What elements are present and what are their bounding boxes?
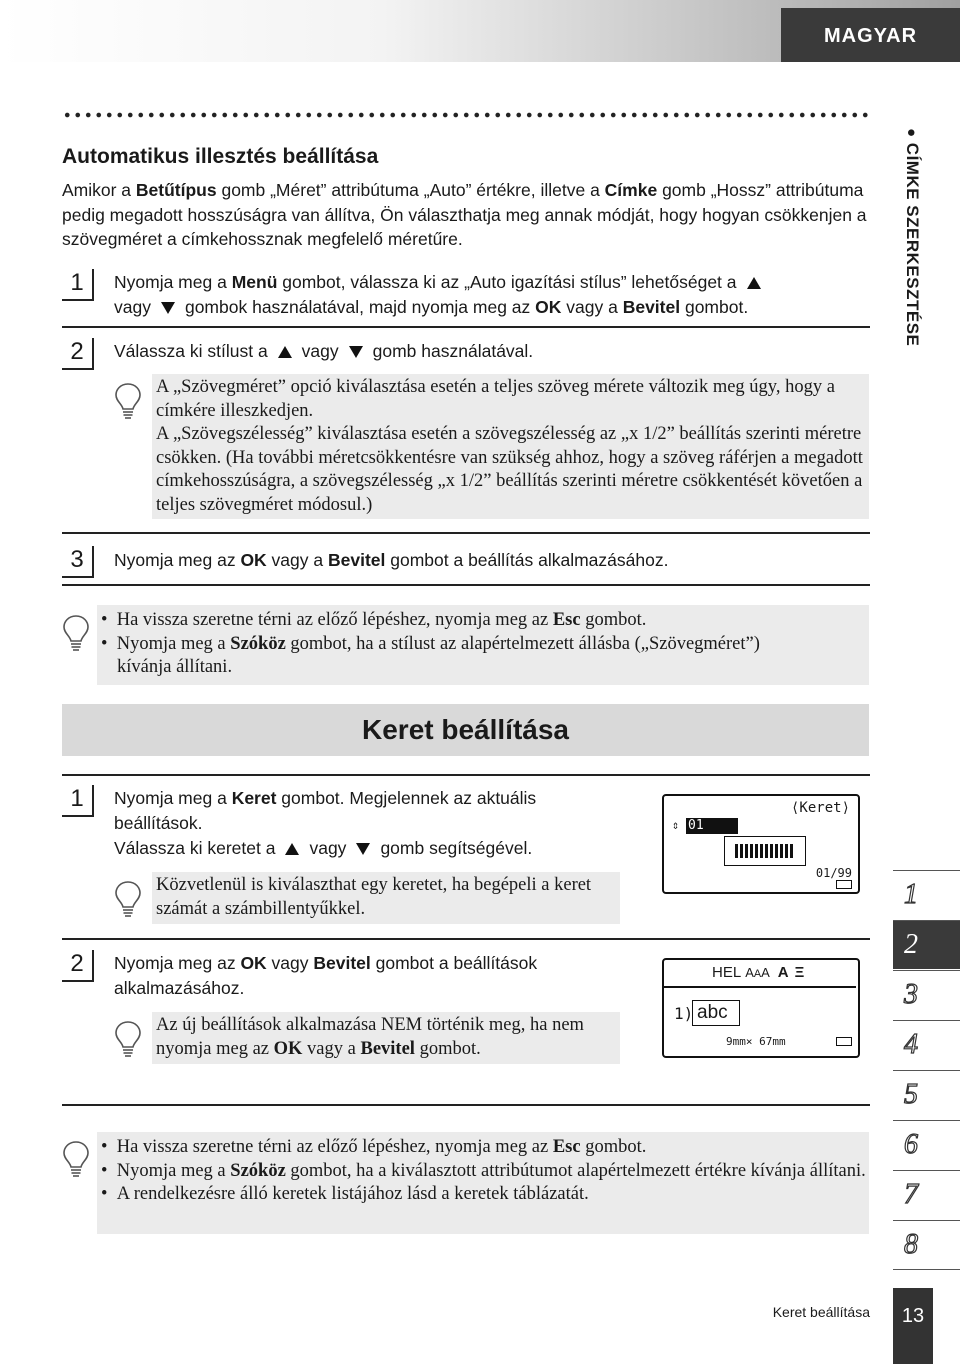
- dotted-divider: [62, 112, 870, 118]
- tip-item: • Nyomja meg a Szóköz gombot, ha a stílust az alapértelmezett állásba („Szövegméret”) kívánja állítani.: [101, 633, 760, 677]
- chapter-tab-5[interactable]: 5: [893, 1070, 960, 1119]
- frame-style-icon: Ξ: [794, 964, 805, 981]
- font-size-indicator-icon: AAA: [745, 965, 770, 980]
- section-heading-frame: Keret beállítása: [62, 704, 869, 756]
- step-number: 1: [62, 269, 94, 301]
- lcd-title: ⟨Keret⟩: [790, 800, 850, 816]
- lightbulb-icon: [114, 382, 142, 420]
- lightbulb-icon: [114, 880, 142, 918]
- step-number: 2: [62, 950, 94, 982]
- tips-box: [97, 1132, 869, 1234]
- tips-box: [97, 605, 869, 685]
- intro-paragraph: Amikor a Betűtípus gomb „Méret” attribútuma „Auto” értékre, illetve a Címke gomb „Hossz” attribútuma pedig megadott hosszúságra van állítva, Ön választhatja meg annak módját, hogy hogyan csökkenjen a szövegméret a címkehossznak megfelelő méretűre.: [62, 180, 867, 249]
- tip-item: • Ha vissza szeretne térni az előző lépéshez, nyomja meg az Esc gombot.: [101, 1137, 647, 1157]
- step-text: Nyomja meg a Menü gombot, válassza ki az „Auto igazítási stílus” lehetőséget a vagy gombok használatával, majd nyomja meg az OK vagy a Bevitel gombot.: [114, 270, 874, 320]
- lcd-label-size: 9mm× 67mm: [726, 1035, 786, 1048]
- lcd-text-in-frame: abc: [692, 1000, 740, 1026]
- bullet-icon: ●: [903, 128, 920, 138]
- section-title-text: CÍMKE SZERKESZTÉSE: [903, 142, 922, 347]
- section-divider: [62, 774, 870, 776]
- lightbulb-icon: [62, 614, 90, 652]
- section-divider: [62, 584, 870, 586]
- note-box: A „Szövegméret” opció kiválasztása esetén a teljes szöveg mérete változik meg úgy, hogy a címkére illeszkedjen. A „Szövegszélesség” kiválasztása esetén a szövegszélesség az „x 1/2” beállítás szerinti méretre csökken. (Ha további méretcsökkentésre van szükség ahhoz, hogy a szöveg ráférjen a megadott címkehosszúságra, a szövegszélesség „x 1/2” beállítás szerinti méretre csökkentését követően a teljes szövegméret módosul.): [152, 374, 869, 519]
- battery-icon: [836, 1037, 852, 1046]
- lcd-frame-number: 01: [686, 818, 738, 834]
- tip-item: • Ha vissza szeretne térni az előző lépéshez, nyomja meg az Esc gombot.: [101, 610, 647, 630]
- up-arrow-icon: [278, 346, 292, 358]
- lightbulb-icon: [114, 1020, 142, 1058]
- frame-preview: [724, 836, 806, 866]
- tip-item: • Nyomja meg a Szóköz gombot, ha a kiválasztott attribútumot alapértelmezett értékre kívánja állítani.: [101, 1160, 866, 1181]
- chapter-tab-4[interactable]: 4: [893, 1020, 960, 1069]
- chapter-tab-2[interactable]: 2: [893, 920, 960, 969]
- lcd-status-row: HEL AAA A Ξ: [712, 964, 805, 981]
- step-divider: [62, 326, 870, 328]
- page-number: 13: [893, 1288, 933, 1364]
- step-number: 3: [62, 546, 94, 578]
- step-number: 1: [62, 785, 94, 817]
- up-arrow-icon: [285, 843, 299, 855]
- tip-item: • A rendelkezésre álló keretek listájához lásd a keretek táblázatát.: [101, 1184, 589, 1204]
- chapter-tab-8[interactable]: 8: [893, 1220, 960, 1270]
- step-text: Válassza ki stílust a vagy gomb használatával.: [114, 341, 534, 361]
- line-indicator-icon: 1): [674, 1004, 694, 1023]
- down-arrow-icon: [161, 302, 175, 314]
- section-title-vertical: [892, 128, 926, 378]
- lcd-screen-text-edit: [662, 958, 860, 1058]
- up-arrow-icon: [747, 277, 761, 289]
- section-divider: [62, 1104, 870, 1106]
- updown-indicator-icon: ⇕: [672, 818, 680, 832]
- down-arrow-icon: [349, 346, 363, 358]
- chapter-tab-6[interactable]: 6: [893, 1120, 960, 1169]
- step-divider: [62, 938, 870, 940]
- step-text: Nyomja meg az OK vagy a Bevitel gombot a beállítás alkalmazásához.: [114, 550, 669, 570]
- bold-style-icon: A: [777, 964, 789, 981]
- chapter-tab-1[interactable]: 1: [893, 870, 960, 919]
- lcd-counter: 01/99: [815, 866, 852, 880]
- step-text: Nyomja meg az OK vagy Bevitel gombot a beállítások alkalmazásához.: [114, 953, 538, 998]
- chapter-tab-7[interactable]: 7: [893, 1170, 960, 1219]
- footer-section-name: Keret beállítása: [772, 1304, 870, 1320]
- note-box: Az új beállítások alkalmazása NEM történik meg, ha nem nyomja meg az OK vagy a Bevitel gombot.: [152, 1012, 620, 1064]
- lcd-screen-frame-select: [662, 794, 860, 894]
- note-box: Közvetlenül is kiválaszthat egy keretet, ha begépeli a keret számát a számbillentyűkkel.: [152, 872, 620, 924]
- battery-icon: [836, 880, 852, 889]
- language-tab: MAGYAR: [781, 8, 960, 62]
- section-heading-auto-fit: Automatikus illesztés beállítása: [62, 145, 379, 168]
- step-number: 2: [62, 338, 94, 370]
- step-text: Nyomja meg a Keret gombot. Megjelennek az aktuális beállítások. Válassza ki keretet a vagy gomb segítségével.: [114, 788, 537, 858]
- lightbulb-icon: [62, 1140, 90, 1178]
- down-arrow-icon: [356, 843, 370, 855]
- step-divider: [62, 532, 870, 534]
- chapter-tab-3[interactable]: 3: [893, 970, 960, 1019]
